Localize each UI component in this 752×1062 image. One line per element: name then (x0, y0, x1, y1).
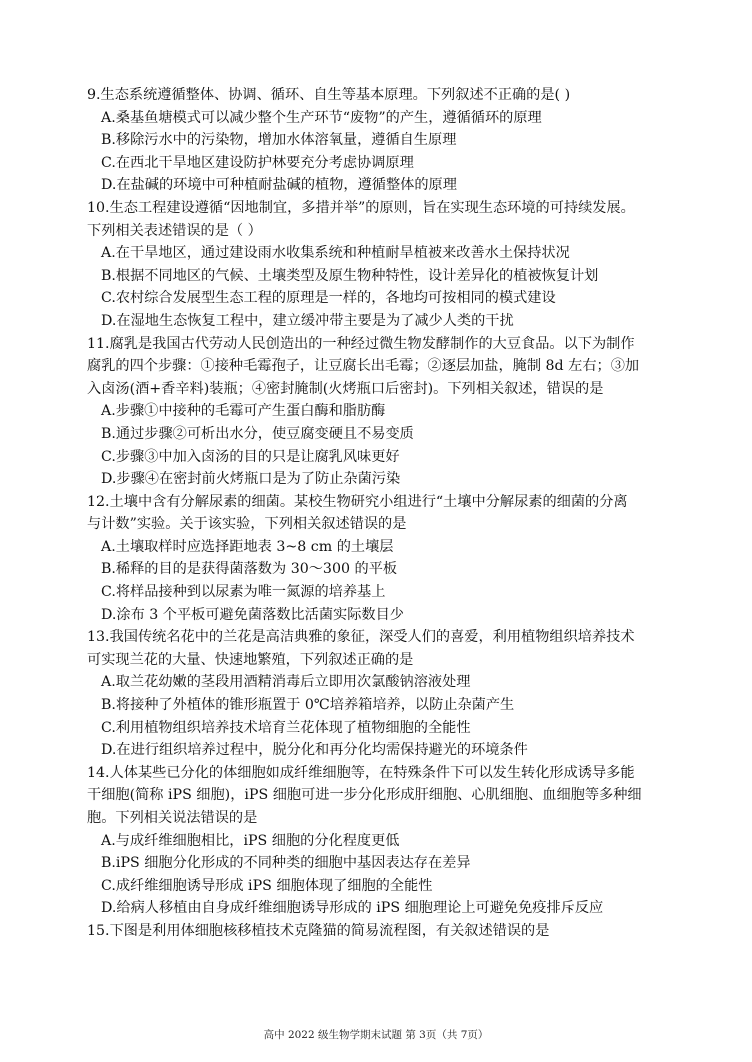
page-footer: 高中 2022 级生物学期末试题 第 3页（共 7页） (263, 1029, 489, 1041)
answer-option: C.成纤维细胞诱导形成 iPS 细胞体现了细胞的全能性 (101, 877, 433, 894)
answer-option: B.将接种了外植体的锥形瓶置于 0℃培养箱培养，以防止杂菌产生 (101, 697, 515, 714)
answer-option: D.在盐碱的环境中可种植耐盐碱的植物，遵循整体的原理 (101, 177, 457, 194)
answer-option: A.步骤①中接种的毛霉可产生蛋白酶和脂肪酶 (101, 403, 386, 420)
answer-option: B.根据不同地区的气候、土壤类型及原生物种特性，设计差异化的植被恢复计划 (101, 267, 599, 284)
question-stem-line: 干细胞(简称 iPS 细胞)，iPS 细胞可进一步分化形成肝细胞、心肌细胞、血细胞等多种细 (87, 787, 642, 804)
answer-option: A.桑基鱼塘模式可以减少整个生产环节“废物”的产生，遵循循环的原理 (101, 109, 542, 126)
question-stem-line: 与计数”实验。关于该实验，下列相关叙述错误的是 (87, 516, 407, 533)
question-stem-line: 10.生态工程建设遵循“因地制宜，多措并举”的原则，旨在实现生态环境的可持续发展。 (87, 199, 635, 216)
question-stem-line: 可实现兰花的大量、快速地繁殖，下列叙述正确的是 (87, 651, 414, 668)
question-12 (87, 491, 702, 627)
question-9 (87, 84, 702, 197)
question-15 (87, 920, 702, 943)
answer-option: C.将样品接种到以尿素为唯一氮源的培养基上 (101, 584, 386, 601)
answer-option: D.在进行组织培养过程中，脱分化和再分化均需保持避光的环境条件 (101, 742, 528, 759)
answer-option: D.涂布 3 个平板可避免菌落数比活菌实际数目少 (101, 606, 404, 623)
question-11 (87, 333, 702, 491)
question-stem-line: 腐乳的四个步骤：①接种毛霉孢子，让豆腐长出毛霉；②逐层加盐，腌制 8d 左右；③加 (87, 358, 640, 375)
answer-option: B.稀释的目的是获得菌落数为 30～300 的平板 (101, 561, 398, 578)
question-stem-line: 14.人体某些已分化的体细胞如成纤维细胞等，在特殊条件下可以发生转化形成诱导多能 (87, 764, 635, 781)
question-stem-line: 12.土壤中含有分解尿素的细菌。某校生物研究小组进行“土壤中分解尿素的细菌的分离 (87, 493, 628, 510)
answer-option: A.与成纤维细胞相比，iPS 细胞的分化程度更低 (101, 832, 400, 849)
answer-option: C.步骤③中加入卤汤的目的只是让腐乳风味更好 (101, 448, 400, 465)
question-13 (87, 626, 702, 762)
answer-option: A.土壤取样时应选择距地表 3~8 cm 的土壤层 (101, 538, 394, 555)
answer-option: D.给病人移植由自身成纤维细胞诱导形成的 iPS 细胞理论上可避免免疫排斥反应 (101, 900, 604, 917)
question-stem-line: 入卤汤(酒+香辛料)装瓶；④密封腌制(火烤瓶口后密封)。下列相关叙述，错误的是 (87, 380, 604, 397)
answer-option: A.取兰花幼嫩的茎段用酒精消毒后立即用次氯酸钠溶液处理 (101, 674, 471, 691)
answer-option: D.步骤④在密封前火烤瓶口是为了防止杂菌污染 (101, 471, 401, 488)
question-stem-line: 11.腐乳是我国古代劳动人民创造出的一种经过微生物发酵制作的大豆食品。以下为制作 (87, 335, 635, 352)
answer-option: C.农村综合发展型生态工程的原理是一样的，各地均可按相同的模式建设 (101, 290, 556, 307)
answer-option: C.在西北干旱地区建设防护林要充分考虑协调原理 (101, 154, 414, 171)
answer-option: B.iPS 细胞分化形成的不同种类的细胞中基因表达存在差异 (101, 855, 471, 872)
question-14 (87, 762, 702, 920)
question-stem-line: 下列相关表述错误的是（ ） (87, 222, 262, 239)
answer-option: B.移除污水中的污染物，增加水体溶氧量，遵循自生原理 (101, 132, 457, 149)
answer-option: A.在干旱地区，通过建设雨水收集系统和种植耐旱植被来改善水土保持状况 (101, 245, 570, 262)
question-10 (87, 197, 702, 333)
question-stem-line: 13.我国传统名花中的兰花是高洁典雅的象征，深受人们的喜爱，利用植物组织培养技术 (87, 629, 635, 646)
answer-option: D.在湿地生态恢复工程中，建立缓冲带主要是为了减少人类的干扰 (101, 312, 514, 329)
question-stem-line: 9.生态系统遵循整体、协调、循环、自生等基本原理。下列叙述不正确的是( ) (87, 87, 571, 103)
answer-option: C.利用植物组织培养技术培育兰花体现了植物细胞的全能性 (101, 719, 471, 736)
answer-option: B.通过步骤②可析出水分，使豆腐变硬且不易变质 (101, 425, 414, 442)
question-list (87, 84, 702, 943)
question-stem-line: 胞。下列相关说法错误的是 (87, 810, 258, 826)
question-stem-line: 15.下图是利用体细胞核移植技术克隆猫的简易流程图，有关叙述错误的是 (87, 922, 550, 939)
